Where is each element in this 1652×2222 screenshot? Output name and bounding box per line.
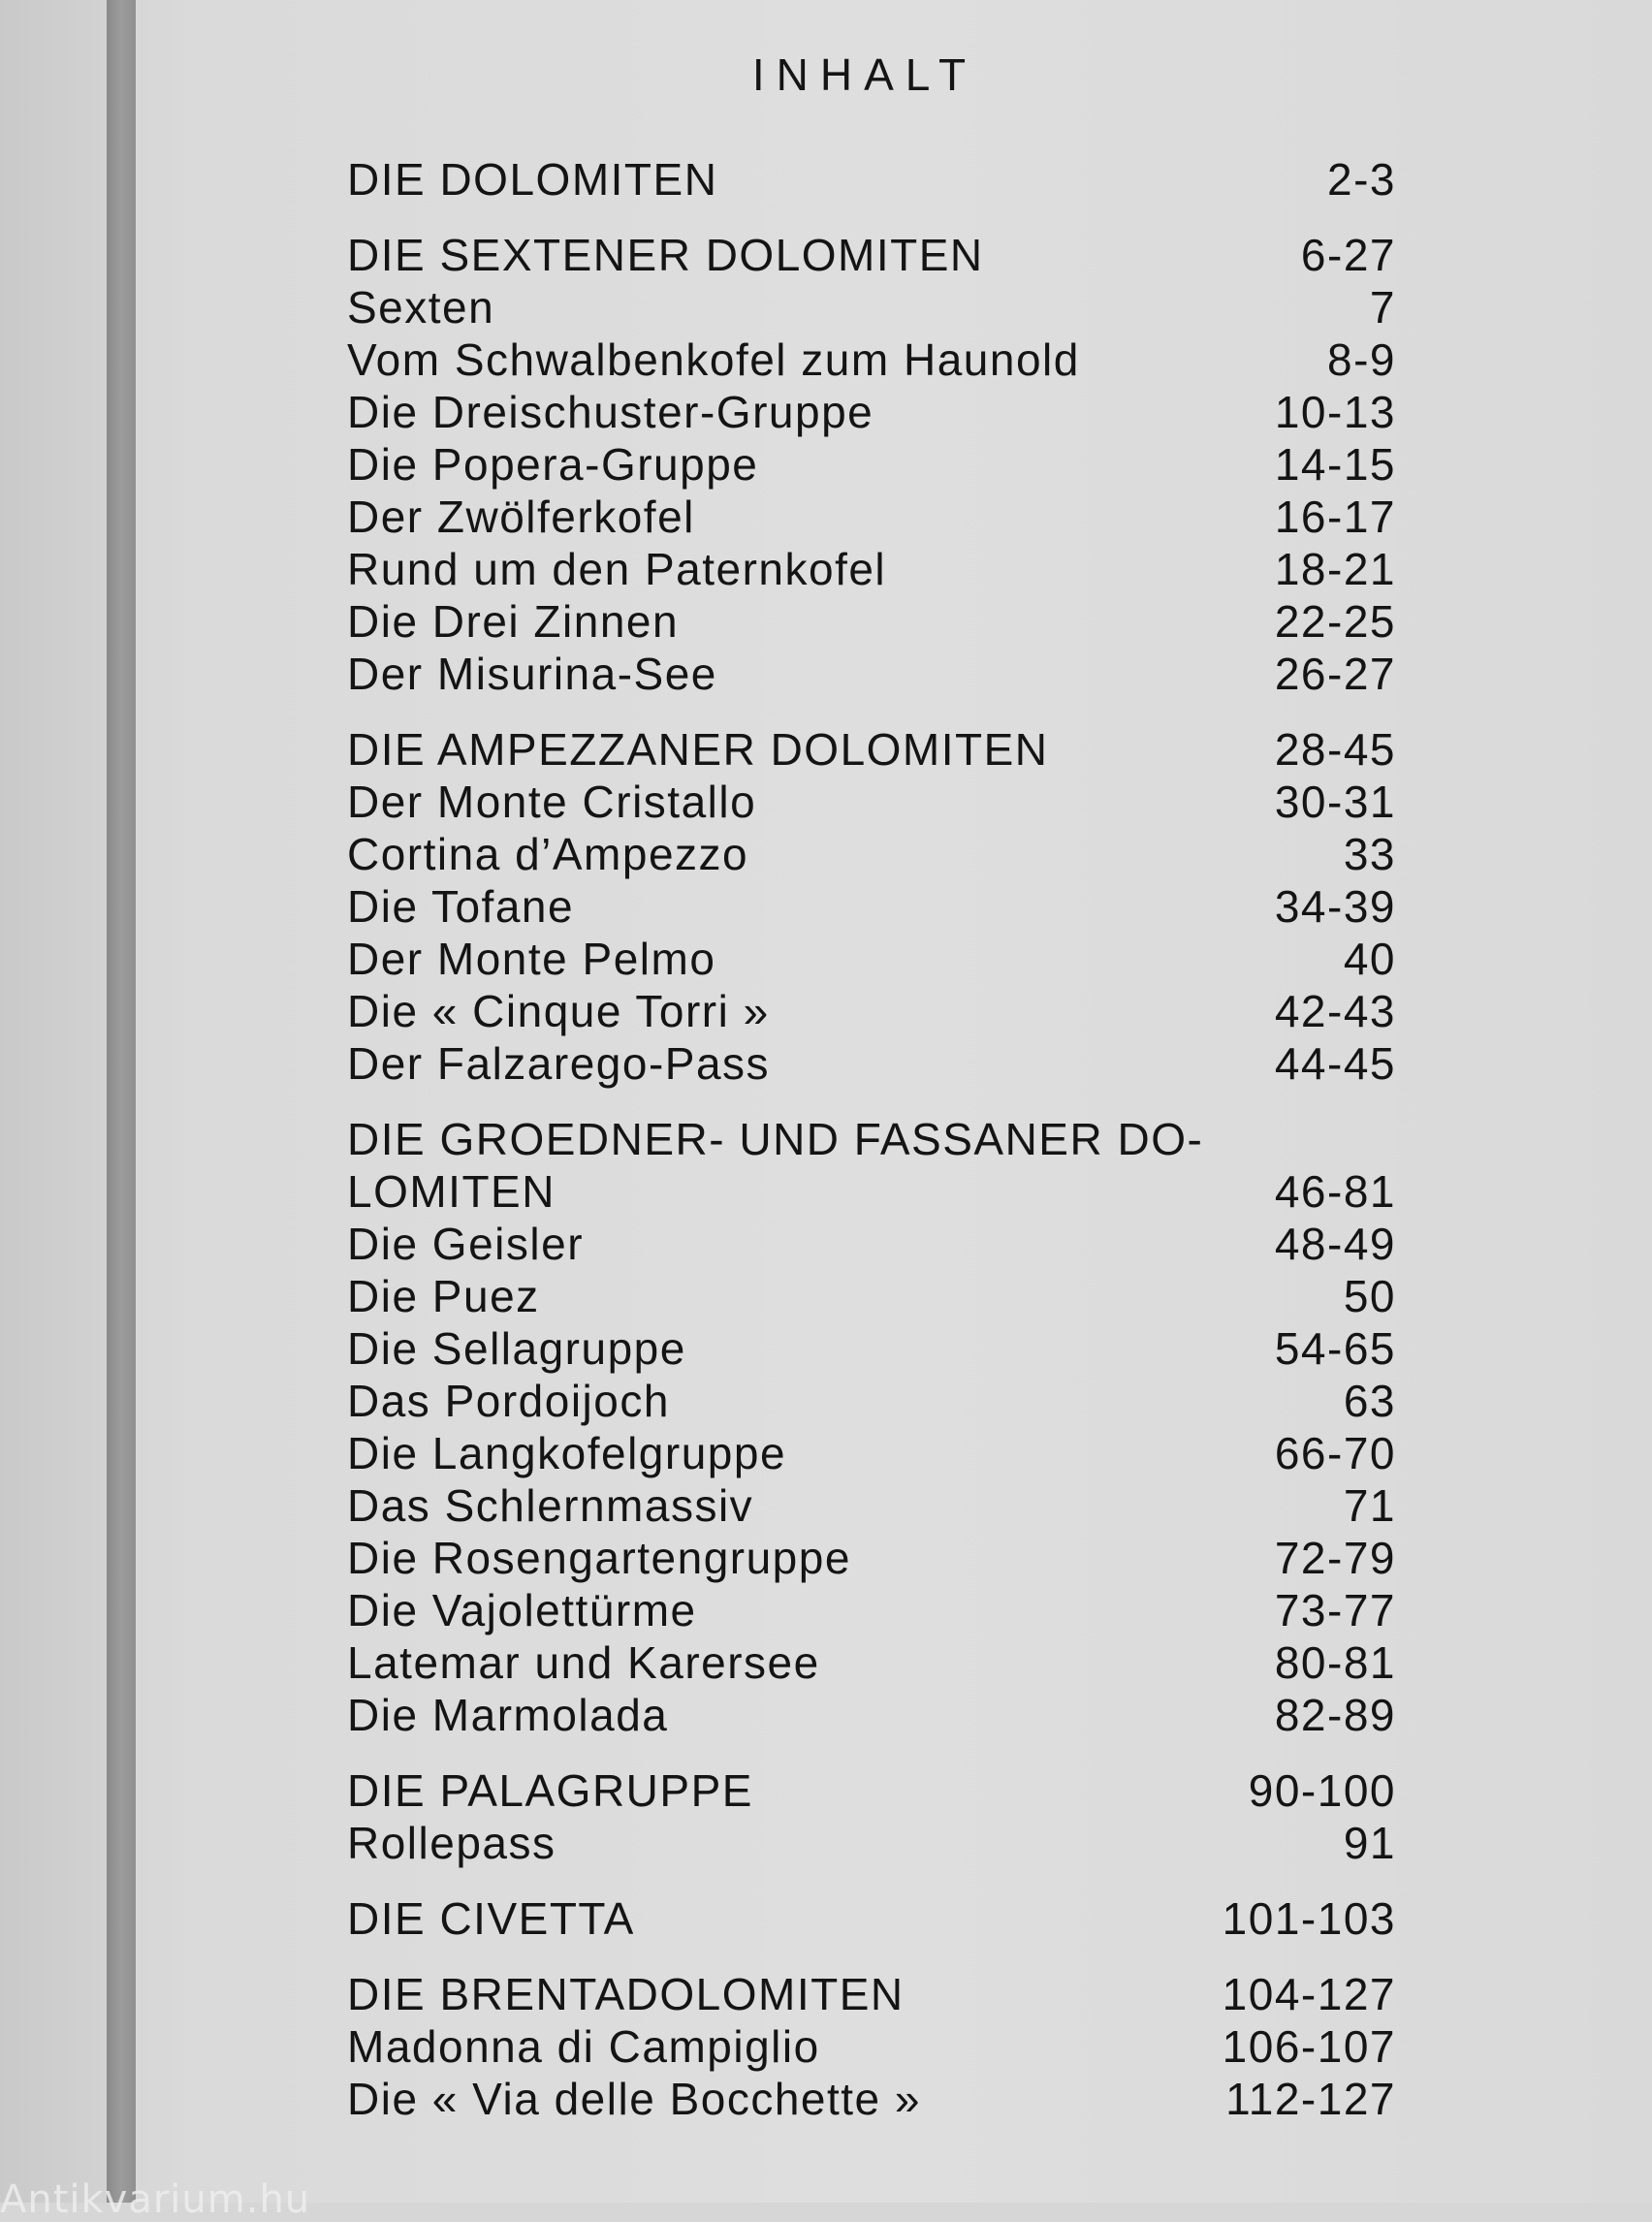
toc-page-number: 66-70 bbox=[1274, 1428, 1396, 1478]
toc-entry-title: Die Langkofelgruppe bbox=[347, 1428, 787, 1478]
toc-entry bbox=[347, 1322, 1396, 1375]
toc-section bbox=[347, 1113, 1396, 1741]
toc-entry-title: Cortina d’Ampezzo bbox=[347, 829, 749, 879]
toc-section bbox=[347, 229, 1396, 700]
toc-entry bbox=[347, 648, 1396, 700]
toc-entry-title: Die Drei Zinnen bbox=[347, 596, 680, 647]
toc-entry bbox=[347, 595, 1396, 648]
toc-entry-title: Die « Cinque Torri » bbox=[347, 986, 770, 1036]
toc-section bbox=[347, 1764, 1396, 1869]
toc-entry-title: LOMITEN bbox=[347, 1166, 556, 1217]
toc-entry bbox=[347, 333, 1396, 386]
toc-entry bbox=[347, 985, 1396, 1037]
toc-section bbox=[347, 153, 1396, 206]
toc-page-number: 10-13 bbox=[1274, 387, 1396, 437]
toc-entry-title: Die Puez bbox=[347, 1271, 540, 1321]
toc-section bbox=[347, 1968, 1396, 2125]
toc-entry bbox=[347, 1375, 1396, 1427]
watermark: Antikvarium.hu bbox=[0, 2177, 311, 2222]
toc-entry-title: DIE DOLOMITEN bbox=[347, 154, 718, 205]
toc-entry-title: Die Geisler bbox=[347, 1219, 585, 1269]
toc-page-number: 44-45 bbox=[1274, 1038, 1396, 1089]
toc-entry bbox=[347, 1817, 1396, 1869]
toc-entry-title: DIE BRENTADOLOMITEN bbox=[347, 1969, 905, 2019]
toc-page-number: 80-81 bbox=[1274, 1637, 1396, 1688]
toc-entry bbox=[347, 2020, 1396, 2073]
toc-page-number: 101-103 bbox=[1222, 1893, 1396, 1944]
toc-section bbox=[347, 723, 1396, 1090]
toc-entry-title: Rund um den Paternkofel bbox=[347, 544, 887, 594]
toc-entry-title: Die « Via delle Bocchette » bbox=[347, 2074, 922, 2124]
toc-entry bbox=[347, 933, 1396, 985]
toc-section-heading bbox=[347, 1165, 1396, 1218]
toc-entry-title: Der Monte Pelmo bbox=[347, 934, 716, 984]
toc-page-number: 34-39 bbox=[1274, 881, 1396, 932]
toc-entry bbox=[347, 543, 1396, 595]
toc-page-number: 104-127 bbox=[1222, 1969, 1396, 2019]
toc-entry-title: Latemar und Karersee bbox=[347, 1637, 820, 1688]
toc-entry-title: Die Popera-Gruppe bbox=[347, 439, 759, 490]
toc-page-number: 82-89 bbox=[1274, 1690, 1396, 1740]
toc-page-number: 40 bbox=[1343, 934, 1396, 984]
table-of-contents bbox=[347, 153, 1396, 2148]
toc-page-number: 16-17 bbox=[1274, 492, 1396, 542]
toc-section-heading bbox=[347, 1764, 1396, 1817]
toc-page-number: 14-15 bbox=[1274, 439, 1396, 490]
toc-entry bbox=[347, 1427, 1396, 1479]
toc-entry bbox=[347, 1479, 1396, 1532]
toc-entry bbox=[347, 1532, 1396, 1584]
toc-section-heading bbox=[347, 1113, 1396, 1165]
toc-entry-title: Die Tofane bbox=[347, 881, 575, 932]
toc-entry-title: Die Vajolettürme bbox=[347, 1585, 697, 1635]
toc-page-number: 42-43 bbox=[1274, 986, 1396, 1036]
toc-page-number: 63 bbox=[1343, 1376, 1396, 1426]
toc-entry bbox=[347, 438, 1396, 491]
toc-page-number: 90-100 bbox=[1248, 1765, 1396, 1816]
toc-entry bbox=[347, 1636, 1396, 1689]
toc-entry-title: Madonna di Campiglio bbox=[347, 2021, 820, 2072]
page-title: INHALT bbox=[751, 49, 978, 100]
toc-entry-title: DIE GROEDNER- UND FASSANER DO- bbox=[347, 1114, 1204, 1164]
toc-entry-title: Das Schlernmassiv bbox=[347, 1480, 754, 1531]
toc-page-number: 91 bbox=[1343, 1818, 1396, 1868]
toc-entry-title: Sexten bbox=[347, 282, 495, 333]
toc-page-number: 50 bbox=[1343, 1271, 1396, 1321]
toc-page-number: 6-27 bbox=[1300, 230, 1396, 280]
toc-page-number: 28-45 bbox=[1274, 724, 1396, 775]
toc-entry-title: Der Monte Cristallo bbox=[347, 777, 757, 827]
toc-entry-title: Rollepass bbox=[347, 1818, 556, 1868]
toc-section-heading bbox=[347, 153, 1396, 206]
toc-entry-title: Der Falzarego-Pass bbox=[347, 1038, 771, 1089]
toc-page-number: 48-49 bbox=[1274, 1219, 1396, 1269]
toc-page-number: 30-31 bbox=[1274, 777, 1396, 827]
toc-entry-title: Die Sellagruppe bbox=[347, 1323, 686, 1374]
toc-page-number: 73-77 bbox=[1274, 1585, 1396, 1635]
toc-entry bbox=[347, 386, 1396, 438]
toc-entry bbox=[347, 2073, 1396, 2125]
toc-entry-title: Die Marmolada bbox=[347, 1690, 669, 1740]
toc-entry bbox=[347, 828, 1396, 880]
toc-section-heading bbox=[347, 1892, 1396, 1945]
toc-entry bbox=[347, 1037, 1396, 1090]
spine-bar bbox=[107, 0, 136, 2203]
toc-page-number: 2-3 bbox=[1327, 154, 1396, 205]
toc-entry-title: Der Misurina-See bbox=[347, 649, 717, 699]
toc-entry bbox=[347, 491, 1396, 543]
toc-section-heading bbox=[347, 229, 1396, 281]
toc-page-number: 46-81 bbox=[1274, 1166, 1396, 1217]
toc-entry bbox=[347, 1270, 1396, 1322]
toc-page-number: 33 bbox=[1343, 829, 1396, 879]
toc-page-number: 106-107 bbox=[1222, 2021, 1396, 2072]
toc-entry-title: DIE CIVETTA bbox=[347, 1893, 635, 1944]
toc-entry-title: Der Zwölferkofel bbox=[347, 492, 695, 542]
toc-page-number: 26-27 bbox=[1274, 649, 1396, 699]
toc-page-number: 112-127 bbox=[1225, 2074, 1396, 2124]
toc-entry-title: DIE PALAGRUPPE bbox=[347, 1765, 753, 1816]
toc-page-number: 54-65 bbox=[1274, 1323, 1396, 1374]
toc-section-heading bbox=[347, 1968, 1396, 2020]
toc-page-number: 8-9 bbox=[1327, 334, 1396, 385]
toc-entry bbox=[347, 1218, 1396, 1270]
toc-entry bbox=[347, 1689, 1396, 1741]
toc-page-number: 18-21 bbox=[1274, 544, 1396, 594]
toc-section bbox=[347, 1892, 1396, 1945]
toc-entry-title: Die Dreischuster-Gruppe bbox=[347, 387, 874, 437]
toc-entry-title: Das Pordoijoch bbox=[347, 1376, 670, 1426]
toc-entry-title: DIE AMPEZZANER DOLOMITEN bbox=[347, 724, 1049, 775]
toc-entry bbox=[347, 880, 1396, 933]
toc-section-heading bbox=[347, 723, 1396, 776]
toc-entry-title: DIE SEXTENER DOLOMITEN bbox=[347, 230, 984, 280]
toc-page-number: 71 bbox=[1343, 1480, 1396, 1531]
toc-page-number: 22-25 bbox=[1274, 596, 1396, 647]
toc-page-number: 72-79 bbox=[1274, 1533, 1396, 1583]
toc-entry bbox=[347, 281, 1396, 333]
toc-entry-title: Die Rosengartengruppe bbox=[347, 1533, 851, 1583]
page-edge bbox=[0, 0, 107, 2203]
toc-entry bbox=[347, 1584, 1396, 1636]
toc-entry bbox=[347, 776, 1396, 828]
toc-page-number: 7 bbox=[1369, 282, 1396, 333]
toc-entry-title: Vom Schwalbenkofel zum Haunold bbox=[347, 334, 1080, 385]
